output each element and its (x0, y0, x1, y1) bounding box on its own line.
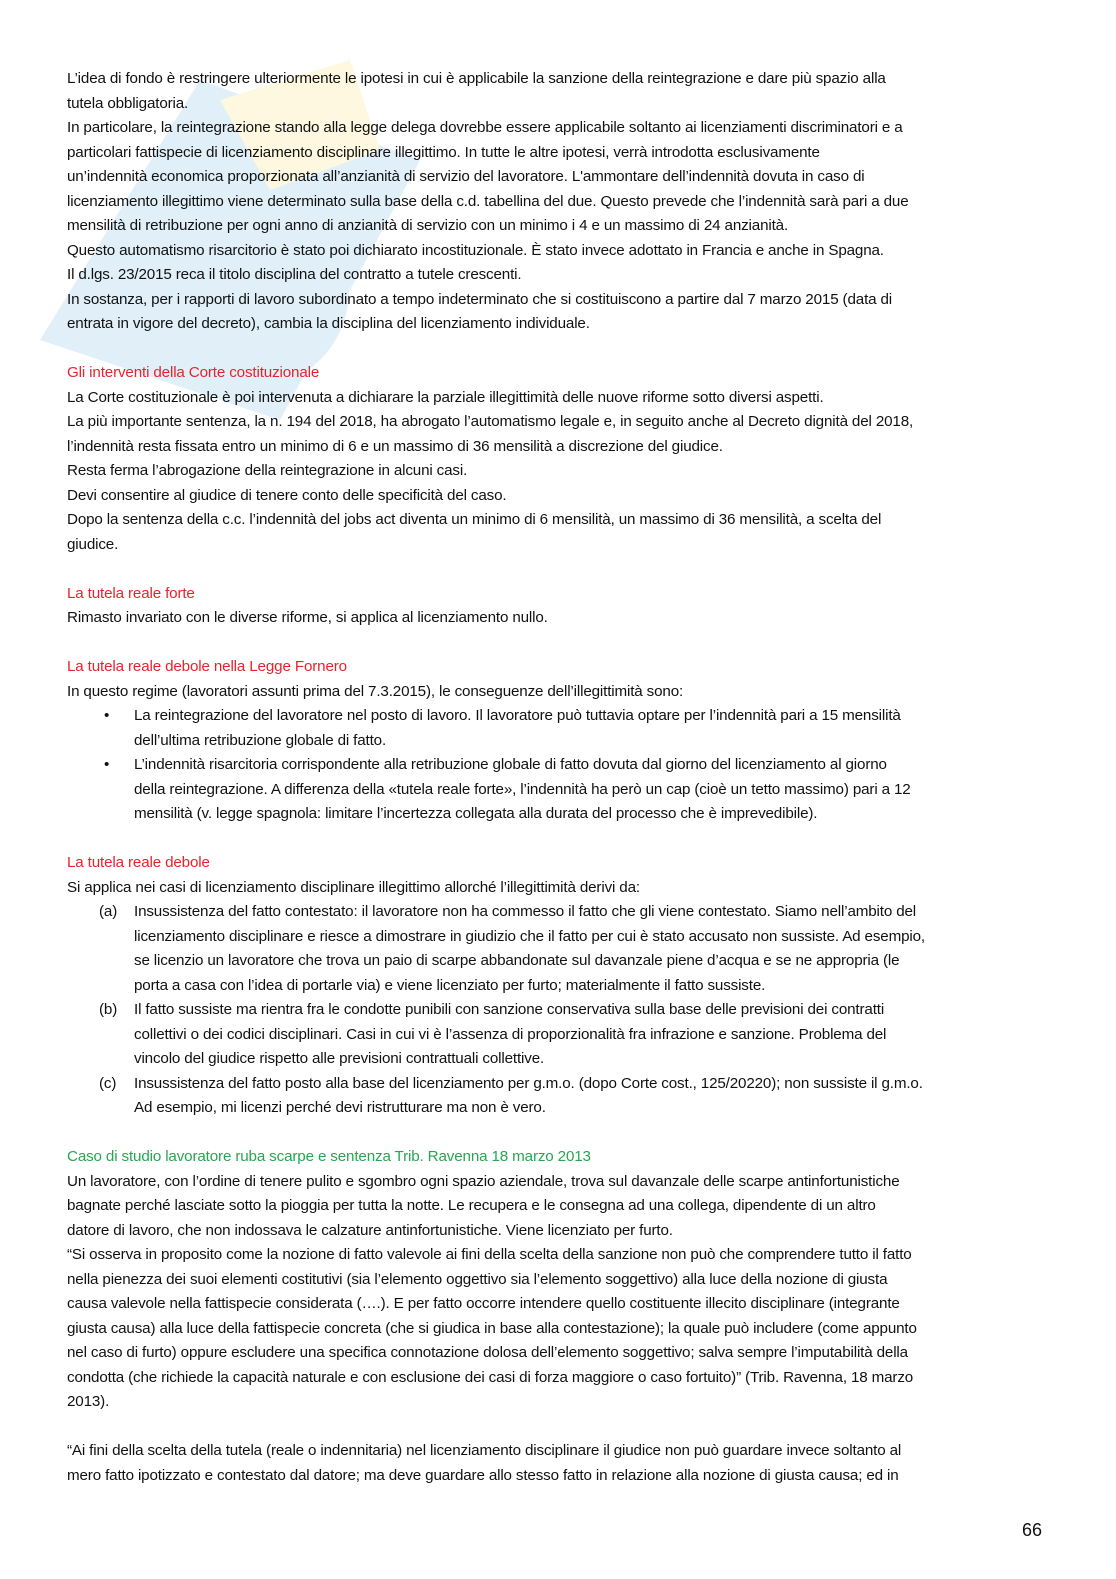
text-line: condotta (che richiede la capacità naturale e con esclusione dei casi di forza maggiore o caso fortuito)” (Trib. Ravenna, 18 marzo (67, 1368, 914, 1386)
text-line: porta a casa con l’idea di portarle via) e viene licenziato per furto; materialmente il fatto sussiste. (134, 976, 766, 994)
document-body (67, 67, 1057, 1488)
text-line: Dopo la sentenza della c.c. l’indennità del jobs act diventa un minimo di 6 mensilità, un massimo di 36 mensilità, a scelta del (67, 511, 882, 528)
text-line: collettivi o dei codici disciplinari. Casi in cui vi è l’assenza di proporzionalità fra infrazione e sanzione. Problema del (134, 1025, 887, 1043)
paragraph (67, 876, 1057, 901)
text-line: Rimasto invariato con le diverse riforme, si applica al licenziamento nullo. (67, 609, 548, 626)
blank-line (67, 557, 1057, 582)
text-line: L’idea di fondo è restringere ulteriormente le ipotesi in cui è applicabile la sanzione della reintegrazione e dare più spazio alla (67, 70, 886, 87)
blank-line (67, 827, 1057, 852)
text-line: In questo regime (lavoratori assunti prima del 7.3.2015), le conseguenze dell’illegittimità sono: (67, 682, 684, 700)
section-heading: La tutela reale debole nella Legge Fornero (67, 658, 347, 675)
section-heading: Caso di studio lavoratore ruba scarpe e sentenza Trib. Ravenna 18 marzo 2013 (67, 1148, 591, 1165)
bullet-list (67, 704, 1057, 827)
text-line: vincolo del giudice rispetto alle previsioni contrattuali collettive. (134, 1050, 545, 1067)
text-line: dell’ultima retribuzione globale di fatto. (134, 731, 387, 749)
text-line: l’indennità resta fissata entro un minimo di 6 e un massimo di 36 mensilità a discrezione del giudice. (67, 437, 723, 455)
section-heading: La tutela reale forte (67, 584, 195, 602)
text-line: giudice. (67, 535, 119, 553)
text-line: Ad esempio, mi licenzi perché devi ristrutturare ma non è vero. (134, 1099, 546, 1116)
text-line: mensilità di retribuzione per ogni anno di anzianità di servizio con un minimo i 4 e un massimo di 24 anzianità. (67, 217, 789, 234)
bullet-marker: • (104, 756, 110, 773)
paragraph (67, 1439, 1057, 1488)
text-line: Si applica nei casi di licenziamento disciplinare illegittimo allorché l’illegittimità derivi da: (67, 878, 640, 896)
text-line: La Corte costituzionale è poi intervenuta a dichiarare la parziale illegittimità delle nuove riforme sotto diversi aspetti. (67, 388, 824, 406)
text-line: Un lavoratore, con l’ordine di tenere pulito e sgombro ogni spazio aziendale, trova sul davanzale delle scarpe antinfortunistiche (67, 1172, 900, 1190)
text-line: Insussistenza del fatto posto alla base del licenziamento per g.m.o. (dopo Corte cost., 125/20220); non sussiste il g.m.o. (134, 1074, 923, 1092)
paragraph (67, 606, 1057, 631)
paragraph (67, 386, 1057, 558)
text-line: un’indennità economica proporzionata all’anzianità di servizio del lavoratore. L'ammontare dell’indennità dovuta in caso di (67, 168, 865, 185)
text-line: licenziamento disciplinare e riesce a dimostrare in giudizio che il fatto per cui è stato accusato non sussiste. Ad esempio, (134, 927, 925, 945)
text-line: bagnate perché lasciate sotto la pioggia per tutta la notte. Le recupera e le consegna ad una collega, dipendente di un altro (67, 1197, 876, 1214)
bullet-marker: • (104, 707, 110, 724)
text-line: “Ai fini della scelta della tutela (reale o indennitaria) nel licenziamento disciplinare il giudice non può guardare invece soltanto al (67, 1442, 902, 1459)
text-line: La reintegrazione del lavoratore nel posto di lavoro. Il lavoratore può tuttavia optare per l’indennità pari a 15 mensilità (134, 707, 901, 724)
lettered-list (67, 900, 1057, 1121)
text-line: Insussistenza del fatto contestato: il lavoratore non ha commesso il fatto che gli viene contestato. Siamo nell’ambito del (134, 903, 917, 920)
blank-line (67, 1121, 1057, 1146)
list-item (67, 998, 1057, 1072)
text-line: della reintegrazione. A differenza della «tutela reale forte», l’indennità ha però un cap (cioè un tetto massimo) pari a 12 (134, 780, 911, 798)
blank-line (67, 1415, 1057, 1440)
text-line: Resta ferma l’abrogazione della reintegrazione in alcuni casi. (67, 462, 468, 479)
list-item (67, 1072, 1057, 1121)
text-line: se licenzio un lavoratore che trova un paio di scarpe abbandonate sul davanzale piene d’acqua e se ne appropria (le (134, 952, 900, 969)
text-line: La più importante sentenza, la n. 194 del 2018, ha abrogato l’automatismo legale e, in seguito anche al Decreto dignità del 2018, (67, 413, 914, 430)
text-line: particolari fattispecie di licenziamento disciplinare illegittimo. In tutte le altre ipotesi, verrà introdotta esclusivamente (67, 143, 820, 161)
list-item (67, 900, 1057, 998)
paragraph (67, 67, 1057, 337)
blank-line (67, 337, 1057, 362)
text-line: Il d.lgs. 23/2015 reca il titolo disciplina del contratto a tutele crescenti. (67, 266, 522, 283)
text-line: 2013). (67, 1393, 110, 1410)
list-marker: (b) (99, 1001, 118, 1018)
text-line: Questo automatismo risarcitorio è stato poi dichiarato incostituzionale. È stato invece adottato in Francia e anche in Spagna. (67, 241, 884, 259)
list-item (67, 704, 1057, 753)
paragraph (67, 680, 1057, 705)
text-line: tutela obbligatoria. (67, 94, 189, 112)
text-line: nella pienezza dei suoi elementi costitutivi (sia l’elemento oggettivo sia l’elemento soggettivo) alla luce della nozione di giusta (67, 1270, 888, 1288)
text-line: In sostanza, per i rapporti di lavoro subordinato a tempo indeterminato che si costituiscono a partire dal 7 marzo 2015 (data di (67, 290, 893, 308)
text-line: giusta causa) alla luce della fattispecie concreta (che si giudica in base alla contestazione); la quale può includere (come appunto (67, 1319, 917, 1337)
section-heading: La tutela reale debole (67, 854, 210, 871)
text-line: nel caso di furto) oppure escludere una specifica connotazione dolosa dell’elemento soggettivo; salva sempre l’imputabilità della (67, 1344, 908, 1361)
text-line: “Si osserva in proposito come la nozione di fatto valevole ai fini della scelta della sanzione non può che comprendere tutto il fatto (67, 1246, 912, 1263)
page-number: 66 (1021, 1520, 1042, 1540)
section-heading: Gli interventi della Corte costituzionale (67, 364, 320, 381)
list-item (67, 753, 1057, 827)
list-marker: (a) (99, 903, 118, 920)
text-line: mensilità (v. legge spagnola: limitare l’incertezza collegata alla durata del processo che è imprevedibile). (134, 805, 818, 822)
blank-line (67, 631, 1057, 656)
paragraph (67, 1170, 1057, 1415)
text-line: Il fatto sussiste ma rientra fra le condotte punibili con sanzione conservativa sulla base delle previsioni dei contratti (134, 1001, 885, 1018)
text-line: licenziamento illegittimo viene determinato sulla base della c.d. tabellina del due. Questo prevede che l’indennità sarà pari a due (67, 192, 909, 210)
text-line: entrata in vigore del decreto), cambia la disciplina del licenziamento individuale. (67, 315, 590, 332)
text-line: mero fatto ipotizzato e contestato dal datore; ma deve guardare allo stesso fatto in relazione alla nozione di giusta causa; ed in (67, 1466, 899, 1484)
text-line: Devi consentire al giudice di tenere conto delle specificità del caso. (67, 486, 507, 504)
text-line: causa valevole nella fattispecie considerata (….). E per fatto occorre intendere quello costituente illecito disciplinare (integrante (67, 1295, 900, 1312)
text-line: datore di lavoro, che non indossava le calzature antinfortunistiche. Viene licenziato per furto. (67, 1221, 673, 1239)
text-line: In particolare, la reintegrazione stando alla legge delega dovrebbe essere applicabile soltanto ai licenziamenti discriminatori e a (67, 119, 903, 136)
text-line: L’indennità risarcitoria corrispondente alla retribuzione globale di fatto dovuta dal giorno del licenziamento al giorno (134, 756, 887, 773)
list-marker: (c) (99, 1074, 117, 1092)
